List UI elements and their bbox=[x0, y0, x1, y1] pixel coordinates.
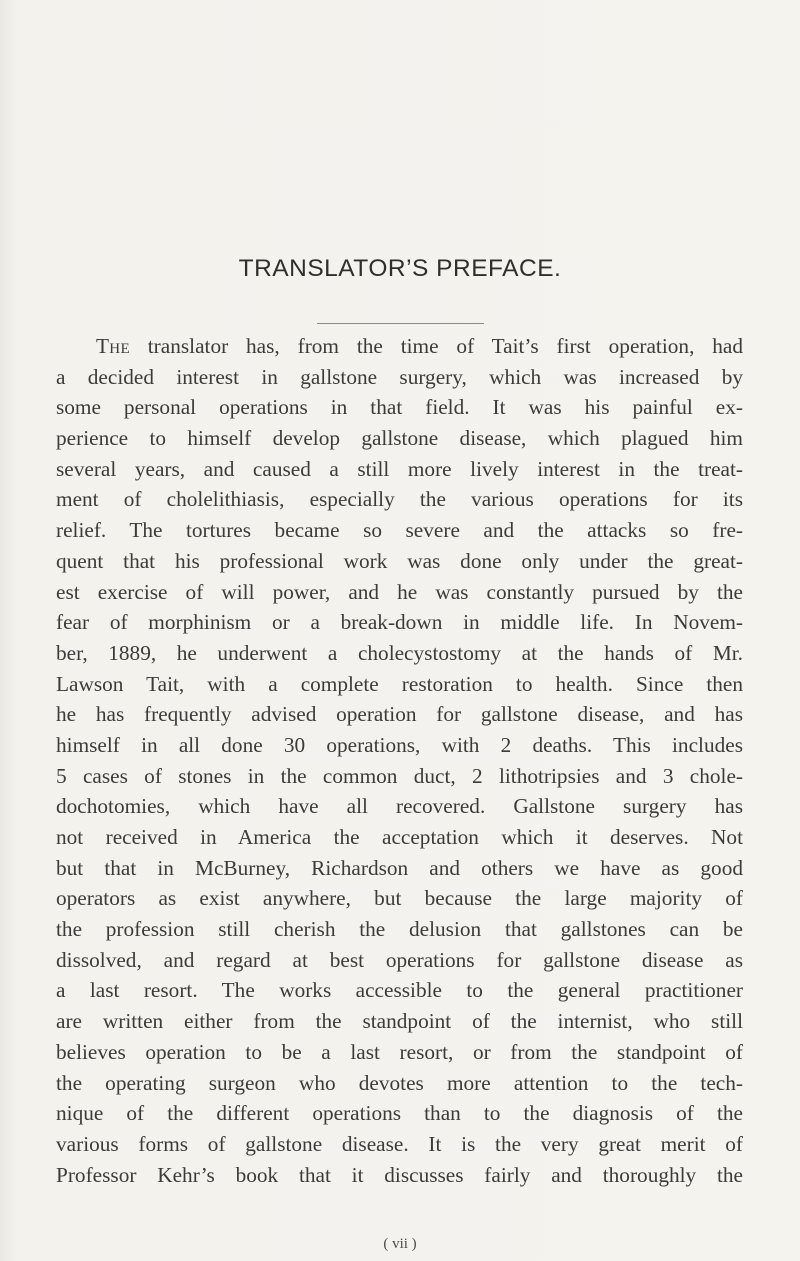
text-line-rest: translator has, from the time of Tait’s first operation, had bbox=[129, 334, 743, 358]
text-line: dochotomies, which have all recovered. Gallstone surgery has bbox=[56, 794, 743, 819]
preface-paragraph bbox=[56, 331, 743, 1190]
text-line: he has frequently advised operation for gallstone disease, and has bbox=[56, 702, 743, 727]
text-line: the operating surgeon who devotes more attention to the tech- bbox=[56, 1070, 743, 1095]
text-line: est exercise of will power, and he was constantly pursued by the bbox=[56, 579, 743, 604]
text-line: various forms of gallstone disease. It is the very great merit of bbox=[56, 1131, 743, 1156]
text-line: quent that his professional work was done only under the great- bbox=[56, 548, 743, 573]
text-line: relief. The tortures became so severe and the attacks so fre- bbox=[56, 518, 743, 543]
text-line: Lawson Tait, with a complete restoration to health. Since then bbox=[56, 671, 743, 696]
page-title: TRANSLATOR’S PREFACE. bbox=[238, 255, 562, 282]
text-line: operators as exist anywhere, but because the large majority of bbox=[56, 886, 743, 911]
text-line: fear of morphinism or a break-down in middle life. In Novem- bbox=[56, 610, 743, 635]
text-line: 5 cases of stones in the common duct, 2 lithotripsies and 3 chole- bbox=[56, 763, 743, 788]
text-line: ber, 1889, he underwent a cholecystostomy at the hands of Mr. bbox=[56, 640, 743, 665]
text-line: ment of cholelithiasis, especially the various operations for its bbox=[56, 487, 743, 512]
text-line: several years, and caused a still more lively interest in the treat- bbox=[56, 456, 743, 481]
text-line: nique of the different operations than to the diagnosis of the bbox=[56, 1101, 743, 1126]
text-line: the profession still cherish the delusion that gallstones can be bbox=[56, 917, 743, 942]
opening-word: The bbox=[96, 334, 130, 358]
text-line: are written either from the standpoint of the internist, who still bbox=[56, 1009, 743, 1034]
text-line: Professor Kehr’s book that it discusses fairly and thoroughly the bbox=[56, 1162, 743, 1187]
text-line: dissolved, and regard at best operations for gallstone disease as bbox=[56, 947, 743, 972]
text-line bbox=[56, 331, 743, 362]
text-line: a last resort. The works accessible to the general practitioner bbox=[56, 978, 743, 1003]
text-line: himself in all done 30 operations, with 2 deaths. This includes bbox=[56, 732, 743, 757]
text-line: some personal operations in that field. It was his painful ex- bbox=[56, 395, 743, 420]
text-line: believes operation to be a last resort, or from the standpoint of bbox=[56, 1039, 743, 1064]
page-number: ( vii ) bbox=[383, 1236, 417, 1252]
text-line: not received in America the acceptation which it deserves. Not bbox=[56, 825, 743, 849]
text-line: perience to himself develop gallstone disease, which plagued him bbox=[56, 426, 743, 451]
text-line: but that in McBurney, Richardson and others we have as good bbox=[56, 855, 743, 880]
title-divider bbox=[317, 323, 484, 324]
text-line: a decided interest in gallstone surgery, which was increased by bbox=[56, 364, 743, 389]
